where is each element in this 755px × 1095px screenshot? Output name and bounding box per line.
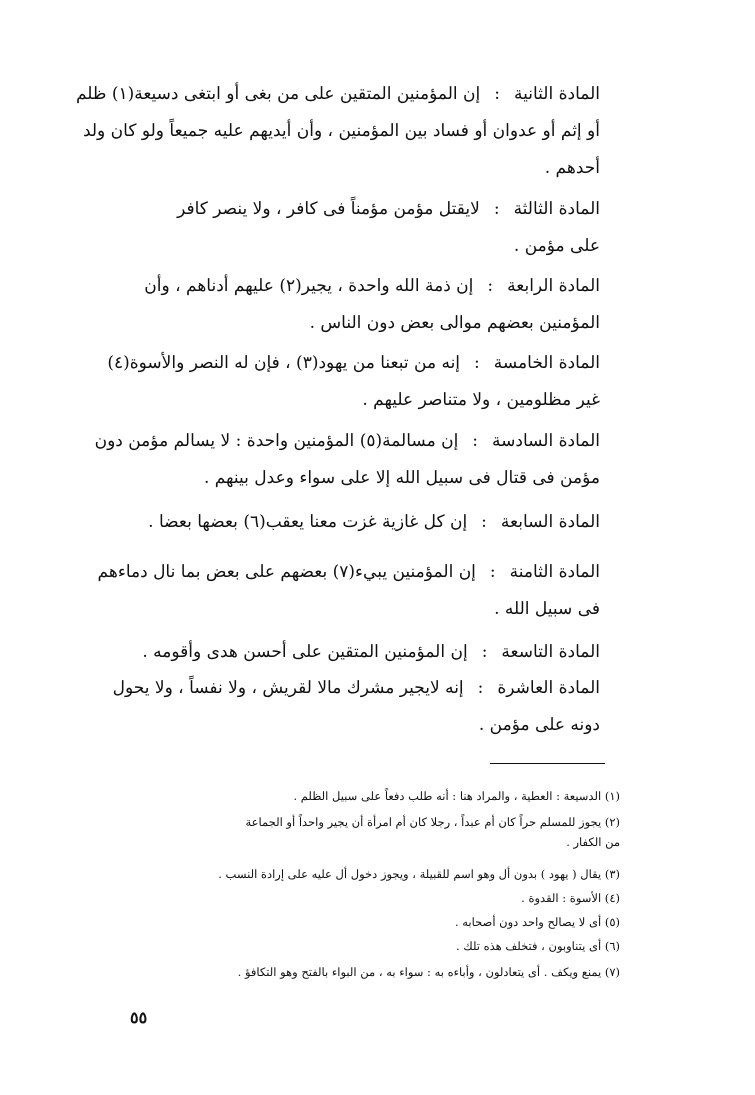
article-continuation-line (82, 113, 600, 150)
footnote-line: (٣) يقال ( يهود ) بدون أل وهو اسم للقبيلة ، ويجوز دخول أل عليه على إرادة النسب . (218, 867, 620, 881)
article-continuation-line (120, 460, 600, 497)
article-text: المؤمنين بعضهم موالى بعض دون الناس . (309, 313, 600, 333)
article-colon: : (474, 353, 480, 373)
footnote-7 (115, 962, 620, 982)
article-6 (120, 504, 600, 541)
article-continuation-line (120, 150, 600, 187)
article-text: على مؤمن . (513, 236, 600, 256)
article-text: إن المؤمنين المتقين على أحسن هدى وأقومه . (142, 642, 468, 662)
article-first-line (97, 554, 600, 591)
article-text: لايقتل مؤمن مؤمناً فى كافر ، ولا ينصر كافر (177, 199, 480, 219)
article-first-line (94, 423, 600, 460)
footnote-line: (٥) أى لا يصالح واحد دون أصحابه . (454, 915, 620, 929)
article-text: إن المؤمنين يبيء(٧) بعضهم على بعض بما نال دماءهم (97, 562, 476, 582)
article-text: إن كل غازية غزت معنا يعقب(٦) بعضها بعضا . (148, 512, 468, 532)
article-text: دونه على مؤمن . (478, 715, 600, 735)
footnote-5 (115, 912, 620, 932)
footnote-separator (490, 763, 605, 764)
article-label: المادة الخامسة (493, 353, 600, 373)
article-first-line (75, 76, 600, 113)
article-label: المادة الرابعة (507, 276, 600, 296)
footnote-line: من الكفار . (566, 835, 620, 849)
article-continuation-line (120, 707, 600, 744)
article-colon: : (472, 431, 479, 451)
article-1 (75, 76, 600, 187)
footnote-4 (115, 888, 620, 908)
article-8 (120, 634, 600, 671)
article-label: المادة الثانية (514, 84, 600, 104)
article-colon: : (481, 642, 488, 662)
article-text: إن مسالمة(٥) المؤمنين واحدة : لا يسالم مؤمن دون (94, 431, 459, 451)
article-colon: : (494, 84, 501, 104)
article-continuation-line (120, 305, 600, 342)
article-first-line (120, 504, 600, 541)
article-continuation-line (120, 382, 600, 419)
article-label: المادة الثالثة (513, 199, 600, 219)
article-9 (112, 670, 600, 744)
article-text: مؤمن فى قتال فى سبيل الله إلا على سواء وعدل بينهم . (203, 468, 600, 488)
article-text: إن المؤمنين المتقين على من بغى أو ابتغى دسيعة(١) ظلم (75, 84, 481, 104)
article-label: المادة الثامنة (509, 562, 600, 582)
article-continuation-line (120, 591, 600, 628)
article-first-line (120, 268, 600, 305)
article-label: المادة السادسة (492, 431, 600, 451)
footnote-line: (٢) يجوز للمسلم حراً كان أم عبداً ، رجلا كان أم امرأة أن يجير واحداً أو الجماعة (245, 815, 620, 829)
article-text: إن ذمة الله واحدة ، يجير(٢) عليهم أدناهم ، وأن (144, 276, 474, 296)
article-7 (97, 554, 600, 628)
footnote-6 (115, 936, 620, 956)
article-text: غير مظلومين ، ولا متناصر عليهم . (362, 390, 600, 410)
footnote-1 (115, 786, 620, 806)
footnote-line: (٧) يمنع ويكف . أى يتعادلون ، وأباءه به : سواء به ، من البواء بالفتح وهو التكافؤ . (237, 965, 620, 979)
article-colon: : (489, 562, 496, 582)
article-3 (120, 268, 600, 342)
page-number: ٥٥ (130, 1008, 148, 1027)
article-first-line (120, 191, 600, 228)
article-first-line (120, 634, 600, 671)
footnote-2 (115, 812, 620, 852)
article-first-line (107, 345, 600, 382)
article-text: أو إثم أو عدوان أو فساد بين المؤمنين ، وأن أيديهم عليه جميعاً ولو كان ولد (82, 121, 600, 141)
footnote-line: (٤) الأسوة : القدوة . (521, 891, 620, 905)
article-4 (107, 345, 600, 419)
article-label: المادة السابعة (500, 512, 600, 532)
article-continuation-line (120, 228, 600, 265)
article-colon: : (477, 678, 484, 698)
article-label: المادة العاشرة (497, 678, 600, 698)
footnote-line: (١) الدسيعة : العطية ، والمراد هنا : أنه طلب دفعاً على سبيل الظلم . (293, 789, 620, 803)
article-colon: : (487, 276, 494, 296)
article-text: فى سبيل الله . (494, 599, 600, 619)
article-colon: : (481, 512, 487, 532)
footnote-3 (115, 864, 620, 884)
article-colon: : (493, 199, 500, 219)
article-text: إنه لايجير مشرك مالا لقريش ، ولا نفساً ، ولا يحول (112, 678, 464, 698)
article-text: إنه من تبعنا من يهود(٣) ، فإن له النصر والأسوة(٤) (107, 353, 461, 373)
article-2 (120, 191, 600, 265)
footnote-line: (٦) أى يتناوبون ، فتخلف هذه تلك . (455, 939, 620, 953)
article-5 (94, 423, 600, 497)
article-text: أحدهم . (544, 158, 600, 178)
article-label: المادة التاسعة (501, 642, 600, 662)
article-first-line (112, 670, 600, 707)
